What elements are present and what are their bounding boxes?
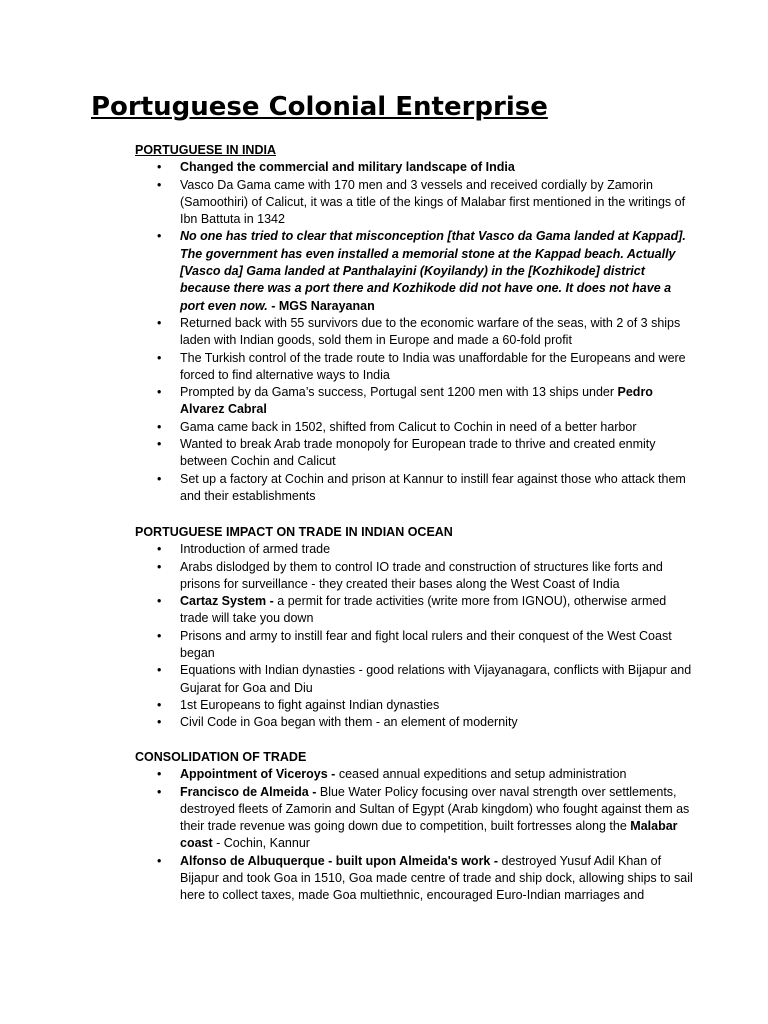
bullet-list [135, 541, 695, 731]
bullet-item [135, 593, 695, 628]
bullet-text: Set up a factory at Cochin and prison at Kannur to instill fear against those who attack them and their establishments [180, 471, 686, 503]
bullet-text: Blue Water Policy focusing over naval strength over settlements, destroyed fleets of Zamorin and Sultan of Egypt (Arab kingdom) who fought against them as their trade revenue was going down due to competition, built fortresses along the [180, 784, 690, 834]
bullet-list [135, 159, 695, 505]
page-title: Portuguese Colonial Enterprise [91, 92, 548, 122]
bullet-item [135, 419, 695, 436]
bullet-text: Prompted by da Gama’s success, Portugal sent 1200 men with 13 ships under [180, 385, 618, 400]
bullet-text: Francisco de Almeida - [180, 784, 317, 799]
bullet-item [135, 436, 695, 471]
bullet-item [135, 559, 695, 594]
bullet-item [135, 159, 695, 176]
bullet-text: ceased annual expeditions and setup administration [335, 767, 627, 782]
section-heading: PORTUGUESE IMPACT ON TRADE IN INDIAN OCEAN [135, 525, 453, 539]
bullet-text: Alfonso de Albuquerque - built upon Almeida's work - [180, 853, 499, 868]
bullet-item [135, 471, 695, 506]
bullet-item [135, 784, 695, 853]
bullet-text: The Turkish control of the trade route to India was unaffordable for the Europeans and were forced to find alternative ways to India [180, 350, 686, 382]
bullet-item [135, 853, 695, 905]
bullet-text: a permit for trade activities (write more from IGNOU), otherwise armed trade will take you down [180, 594, 667, 626]
bullet-text: - Cochin, Kannur [212, 836, 310, 851]
bullet-text: Malabar coast [180, 819, 678, 851]
bullet-text: Gama came back in 1502, shifted from Calicut to Cochin in need of a better harbor [180, 419, 637, 434]
bullet-item [135, 766, 695, 783]
bullet-text: Equations with Indian dynasties - good relations with Vijayanagara, conflicts with Bijapur and Gujarat for Goa and Diu [180, 663, 692, 695]
bullet-text: Arabs dislodged by them to control IO trade and construction of structures like forts and prisons for surveillance - they created their bases along the West Coast of India [180, 559, 663, 591]
bullet-item [135, 315, 695, 350]
bullet-item [135, 177, 695, 229]
section-heading: PORTUGUESE IN INDIA [135, 143, 276, 157]
bullet-text: Appointment of Viceroys - [180, 767, 336, 782]
bullet-item [135, 628, 695, 663]
section-heading: CONSOLIDATION OF TRADE [135, 750, 307, 764]
bullet-text: Prisons and army to instill fear and fight local rulers and their conquest of the West Coast began [180, 628, 672, 661]
bullet-text: Pedro Alvarez Cabral [180, 385, 653, 417]
bullet-text: - MGS Narayanan [267, 298, 375, 313]
bullet-item [135, 228, 695, 314]
bullet-text: Wanted to break Arab trade monopoly for European trade to thrive and created enmity between Cochin and Calicut [180, 437, 656, 469]
bullet-list [135, 766, 695, 904]
bullet-text: destroyed Yusuf Adil Khan of Bijapur and took Goa in 1510, Goa made centre of trade and ship dock, allowing ships to sail here to collect taxes, made Goa multiethnic, encouraged Euro-Indian marriages and [180, 853, 693, 903]
bullet-text: Civil Code in Goa began with them - an element of modernity [180, 715, 518, 730]
bullet-item [135, 697, 695, 714]
bullet-item [135, 541, 695, 558]
bullet-text: No one has tried to clear that misconception [that Vasco da Gama landed at Kappad]. The government has even installed a memorial stone at the Kappad beach. Actually [Vasco da] Gama landed at Panthalayini (Koyilandy) in the [Kozhikode] district because there was a port there and Kozhikode did not have one. It does not have a port even now. [180, 229, 686, 313]
section-consolidation-of-trade [135, 749, 695, 905]
bullet-item [135, 662, 695, 697]
bullet-text: 1st Europeans to fight against Indian dynasties [180, 697, 440, 712]
bullet-item [135, 350, 695, 385]
bullet-text: Introduction of armed trade [180, 542, 331, 557]
bullet-text: Changed the commercial and military landscape of India [180, 160, 515, 175]
bullet-item [135, 384, 695, 419]
section-portuguese-in-india [135, 142, 695, 505]
bullet-item [135, 714, 695, 731]
bullet-text: Vasco Da Gama came with 170 men and 3 vessels and received cordially by Zamorin (Samoothiri) of Calicut, it was a title of the kings of Malabar first mentioned in the writings of Ibn Battuta in 1342 [180, 177, 686, 227]
bullet-text: Cartaz System - [180, 594, 274, 609]
bullet-text: Returned back with 55 survivors due to the economic warfare of the seas, with 2 of 3 ships laden with Indian goods, sold them in Europe and made a 60-fold profit [180, 315, 681, 348]
section-impact-on-trade [135, 524, 695, 732]
